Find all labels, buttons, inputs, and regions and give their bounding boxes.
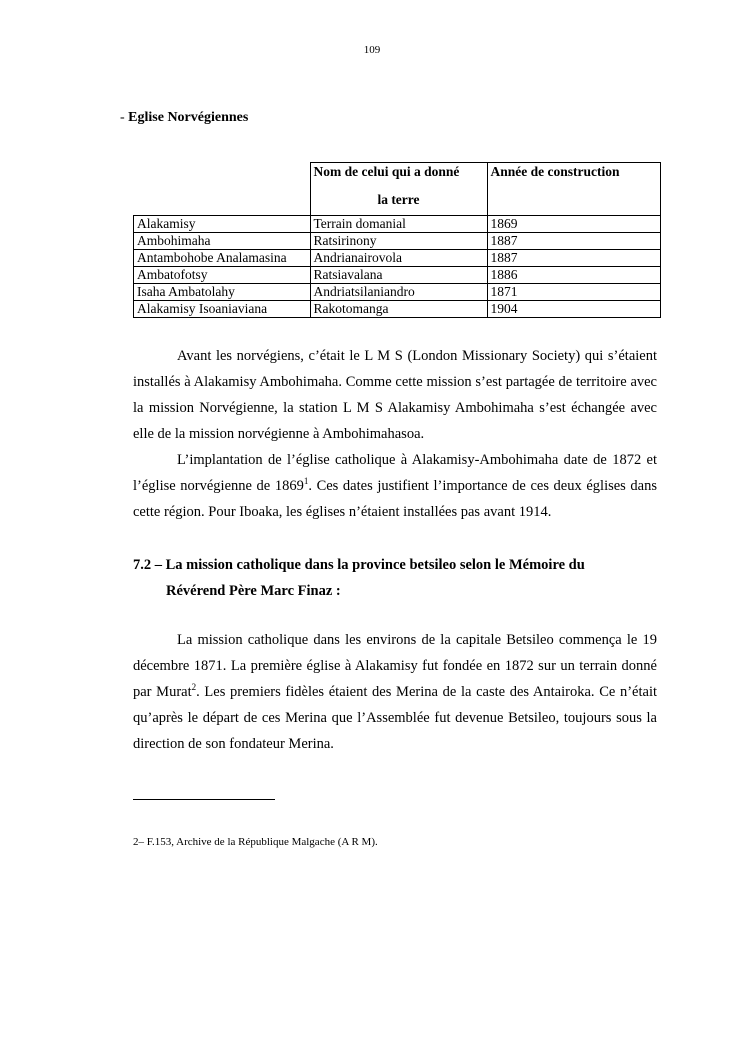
paragraph-catholic-text: La mission catholique dans les environs de la capitale Betsileo commença le 19 décembre 1871. La première église à Alakamisy fut fondée en 1872 sur un terrain donné par Murat: [133, 632, 657, 700]
paragraph-catholic-mission: [133, 627, 657, 757]
table-cell-place: Ambohimaha: [134, 233, 311, 250]
section-heading-7-2-line2: Révérend Père Marc Finaz :: [166, 583, 341, 599]
section-prefix: -: [120, 110, 129, 125]
table-header-empty: [134, 163, 311, 216]
table-cell-place: Isaha Ambatolahy: [134, 284, 311, 301]
table-cell-donor: Andrianairovola: [310, 250, 487, 267]
footnote-ref-2: 2: [191, 682, 197, 693]
table-cell-place: Antambohobe Analamasina: [134, 250, 311, 267]
table-header-row: [134, 163, 661, 216]
churches-table: [133, 162, 661, 318]
table-cell-year: 1887: [487, 250, 660, 267]
table-row: [134, 233, 661, 250]
table-cell-year: 1871: [487, 284, 660, 301]
table-cell-donor: Ratsiavalana: [310, 267, 487, 284]
table-row: [134, 301, 661, 318]
table-cell-donor: Ratsirinony: [310, 233, 487, 250]
table-cell-year: 1904: [487, 301, 660, 318]
table-row: [134, 284, 661, 301]
table-row: [134, 216, 661, 233]
table-cell-donor: Terrain domanial: [310, 216, 487, 233]
table-cell-place: Alakamisy: [134, 216, 311, 233]
table-cell-place: Alakamisy Isoaniaviana: [134, 301, 311, 318]
table-header-year: Année de construction: [487, 163, 660, 216]
paragraph-lms: Avant les norvégiens, c’était le L M S (London Missionary Society) qui s’étaient installés à Alakamisy Ambohimaha. Comme cette mission s’est partagée de territoire avec la mission Norvégienne, la station L M S Alakamisy Ambohimaha s’est échangée avec elle de la mission norvégienne à Ambohimahasoa.: [133, 348, 657, 442]
paragraph-implantation: [133, 447, 657, 525]
table-row: [134, 267, 661, 284]
paragraph-catholic-text-end: . Les premiers fidèles étaient des Merina de la caste des Antairoka. Ce n’était qu’après le départ de ces Merina que l’Assemblée fut devenue Betsileo, toujours sous la direction de son fondateur Merina.: [133, 684, 658, 752]
paragraph-implantation-text: L’implantation de l’église catholique à Alakamisy-Ambohimaha date de 1872 et l’église norvégienne de 1869: [133, 452, 657, 494]
table-cell-donor: Rakotomanga: [310, 301, 487, 318]
table-header-donor: [310, 163, 487, 216]
section-heading: [120, 110, 248, 126]
table-cell-donor: Andriatsilaniandro: [310, 284, 487, 301]
footnote: 2– F.153, Archive de la République Malgache (A R M).: [133, 836, 378, 848]
table-row: [134, 250, 661, 267]
footnote-ref-1: 1: [303, 476, 309, 487]
paragraph-implantation-text-end: . Ces dates justifient l’importance de ces deux églises dans cette région. Pour Iboaka, les églises n’étaient installées pas avant 1914.: [133, 478, 657, 520]
table-cell-year: 1886: [487, 267, 660, 284]
section-heading-7-2-line1: 7.2 – La mission catholique dans la province betsileo selon le Mémoire du: [133, 557, 585, 573]
section-title: Eglise Norvégiennes: [128, 110, 249, 125]
table-cell-place: Ambatofotsy: [134, 267, 311, 284]
section-heading-7-2: [133, 552, 673, 604]
footnote-divider: [133, 799, 275, 800]
table-header-donor-line2: la terre: [377, 192, 420, 207]
table-cell-year: 1887: [487, 233, 660, 250]
table-header-donor-line1: Nom de celui qui a donné: [313, 164, 460, 179]
table-cell-year: 1869: [487, 216, 660, 233]
page-number: 109: [363, 44, 381, 56]
